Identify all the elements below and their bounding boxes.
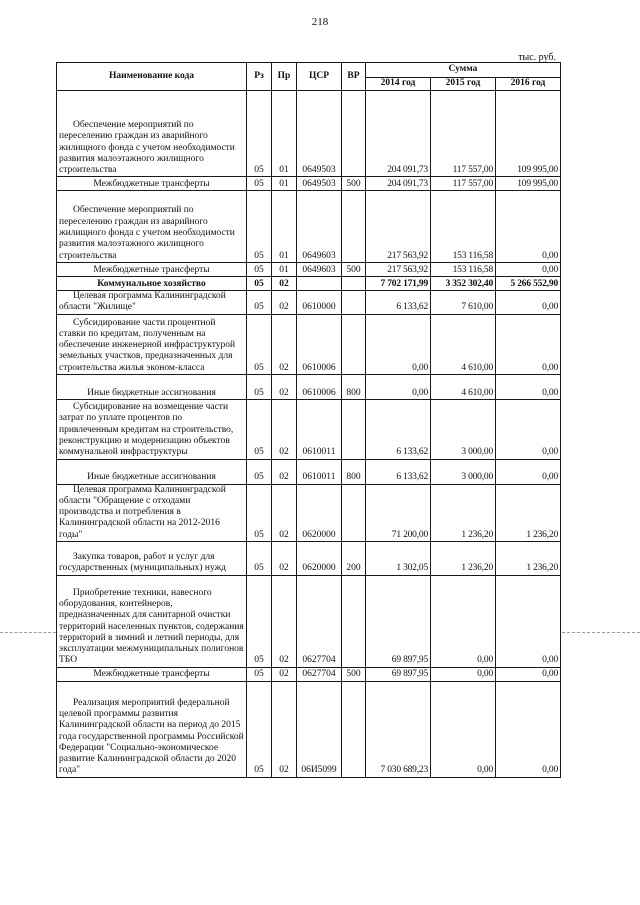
- row-vr: 800: [342, 459, 366, 484]
- row-sum-2016: 0,00: [496, 375, 561, 400]
- row-pr: 01: [272, 177, 297, 191]
- row-sum-2015: 4 610,00: [431, 375, 496, 400]
- row-name: Межбюджетные трансферты: [57, 667, 247, 681]
- budget-table: [56, 62, 561, 778]
- row-name: Иные бюджетные ассигнования: [57, 375, 247, 400]
- table-row: [57, 375, 561, 400]
- row-vr: [342, 191, 366, 262]
- row-sum-2015: 3 000,00: [431, 459, 496, 484]
- row-sum-2015: 4 610,00: [431, 314, 496, 374]
- row-vr: 500: [342, 667, 366, 681]
- table-row: [57, 484, 561, 541]
- table-row: [57, 91, 561, 177]
- row-sum-2014: 6 133,62: [366, 290, 431, 314]
- row-name: Обеспечение мероприятий по переселению граждан из аварийного жилищного фонда с учетом необходимости развития малоэтажного жилищного строительства: [57, 191, 247, 262]
- row-vr: [342, 290, 366, 314]
- table-row: [57, 400, 561, 459]
- row-name: Иные бюджетные ассигнования: [57, 459, 247, 484]
- row-sum-2016: 0,00: [496, 575, 561, 667]
- col-header-vr: ВР: [342, 63, 366, 91]
- row-rz: 05: [247, 484, 272, 541]
- row-csr: 0610011: [297, 400, 342, 459]
- table-row: [57, 542, 561, 576]
- row-csr: 0649503: [297, 91, 342, 177]
- row-pr: 01: [272, 91, 297, 177]
- table-row: [57, 290, 561, 314]
- table-row: [57, 314, 561, 374]
- row-vr: [342, 681, 366, 777]
- row-name: Закупка товаров, работ и услуг для государственных (муниципальных) нужд: [57, 542, 247, 576]
- table-row: [57, 681, 561, 777]
- row-sum-2015: 1 236,20: [431, 484, 496, 541]
- col-header-2016: 2016 год: [496, 78, 561, 91]
- row-rz: 05: [247, 375, 272, 400]
- scan-edge-mark: [562, 632, 640, 633]
- row-sum-2016: 5 266 552,90: [496, 276, 561, 290]
- row-name: Межбюджетные трансферты: [57, 177, 247, 191]
- row-sum-2014: 1 302,05: [366, 542, 431, 576]
- row-csr: 0610011: [297, 459, 342, 484]
- row-sum-2015: 117 557,00: [431, 177, 496, 191]
- row-name: Субсидирование на возмещение части затрат по уплате процентов по привлеченным кредитам на строительство, реконструкцию и модернизацию объектов коммунальной инфраструктуры: [57, 400, 247, 459]
- row-rz: 05: [247, 177, 272, 191]
- row-vr: [342, 400, 366, 459]
- row-sum-2014: 0,00: [366, 314, 431, 374]
- row-rz: 05: [247, 542, 272, 576]
- row-rz: 05: [247, 276, 272, 290]
- table-row: [57, 262, 561, 276]
- row-name: Коммунальное хозяйство: [57, 276, 247, 290]
- row-rz: 05: [247, 91, 272, 177]
- table-row: [57, 667, 561, 681]
- row-rz: 05: [247, 681, 272, 777]
- row-sum-2015: 117 557,00: [431, 91, 496, 177]
- row-pr: 02: [272, 290, 297, 314]
- page-number: 218: [311, 16, 329, 28]
- row-pr: 02: [272, 542, 297, 576]
- col-header-pr: Пр: [272, 63, 297, 91]
- row-sum-2015: 153 116,58: [431, 262, 496, 276]
- row-name: Целевая программа Калининградской области "Жилище": [57, 290, 247, 314]
- row-sum-2016: 0,00: [496, 314, 561, 374]
- row-sum-2016: 0,00: [496, 459, 561, 484]
- row-sum-2014: 71 200,00: [366, 484, 431, 541]
- row-name: Межбюджетные трансферты: [57, 262, 247, 276]
- row-pr: 02: [272, 314, 297, 374]
- row-rz: 05: [247, 262, 272, 276]
- row-vr: 500: [342, 177, 366, 191]
- row-pr: 02: [272, 484, 297, 541]
- row-csr: [297, 276, 342, 290]
- row-csr: 06И5099: [297, 681, 342, 777]
- col-header-sum: Сумма: [366, 63, 561, 78]
- row-sum-2015: 153 116,58: [431, 191, 496, 262]
- row-sum-2015: 3 352 302,40: [431, 276, 496, 290]
- row-csr: 0649503: [297, 177, 342, 191]
- row-sum-2014: 6 133,62: [366, 459, 431, 484]
- row-rz: 05: [247, 400, 272, 459]
- row-sum-2014: 217 563,92: [366, 191, 431, 262]
- table-row: [57, 177, 561, 191]
- row-rz: 05: [247, 459, 272, 484]
- row-csr: 0627704: [297, 575, 342, 667]
- row-pr: 01: [272, 191, 297, 262]
- table-row: [57, 276, 561, 290]
- row-sum-2014: 7 702 171,99: [366, 276, 431, 290]
- row-sum-2015: 0,00: [431, 575, 496, 667]
- row-vr: [342, 314, 366, 374]
- row-csr: 0620000: [297, 484, 342, 541]
- row-sum-2015: 3 000,00: [431, 400, 496, 459]
- row-sum-2015: 7 610,00: [431, 290, 496, 314]
- row-vr: 200: [342, 542, 366, 576]
- row-pr: 02: [272, 667, 297, 681]
- row-name: Обеспечение мероприятий по переселению граждан из аварийного жилищного фонда с учетом необходимости развития малоэтажного жилищного строительства: [57, 91, 247, 177]
- row-rz: 05: [247, 290, 272, 314]
- row-sum-2014: 217 563,92: [366, 262, 431, 276]
- row-vr: [342, 276, 366, 290]
- row-pr: 02: [272, 276, 297, 290]
- row-csr: 0610006: [297, 375, 342, 400]
- row-pr: 02: [272, 400, 297, 459]
- row-sum-2016: 1 236,20: [496, 484, 561, 541]
- row-vr: 500: [342, 262, 366, 276]
- row-pr: 01: [272, 262, 297, 276]
- row-sum-2014: 69 897,95: [366, 667, 431, 681]
- row-name: Приобретение техники, навесного оборудования, контейнеров, предназначенных для санитарной очистки территорий населенных пунктов, содержания территорий в зимний и летний периоды, для эксплуатации межмуниципальных полигонов ТБО: [57, 575, 247, 667]
- row-sum-2016: 109 995,00: [496, 91, 561, 177]
- col-header-csr: ЦСР: [297, 63, 342, 91]
- row-rz: 05: [247, 667, 272, 681]
- row-sum-2016: 1 236,20: [496, 542, 561, 576]
- row-pr: 02: [272, 375, 297, 400]
- row-vr: [342, 575, 366, 667]
- row-sum-2014: 7 030 689,23: [366, 681, 431, 777]
- col-header-2014: 2014 год: [366, 78, 431, 91]
- col-header-2015: 2015 год: [431, 78, 496, 91]
- row-pr: 02: [272, 681, 297, 777]
- row-sum-2016: 0,00: [496, 262, 561, 276]
- row-sum-2016: 0,00: [496, 681, 561, 777]
- row-sum-2015: 0,00: [431, 681, 496, 777]
- table-row: [57, 459, 561, 484]
- table-row: [57, 575, 561, 667]
- row-sum-2016: 109 995,00: [496, 177, 561, 191]
- row-sum-2016: 0,00: [496, 667, 561, 681]
- row-pr: 02: [272, 459, 297, 484]
- col-header-name: Наименование кода: [57, 63, 247, 91]
- row-name: Целевая программа Калининградской области "Обращение с отходами производства и потребления в Калининградской области на 2012-2016 годы": [57, 484, 247, 541]
- row-sum-2014: 204 091,73: [366, 177, 431, 191]
- row-rz: 05: [247, 314, 272, 374]
- table-header: [57, 63, 561, 91]
- scan-edge-mark: [0, 632, 56, 633]
- row-sum-2014: 6 133,62: [366, 400, 431, 459]
- row-csr: 0610000: [297, 290, 342, 314]
- row-sum-2014: 204 091,73: [366, 91, 431, 177]
- row-rz: 05: [247, 575, 272, 667]
- row-name: Реализация мероприятий федеральной целевой программы развития Калининградской области на период до 2015 года государственной программы Российской Федерации "Социально-экономическое развитие Калининградской области до 2020 года": [57, 681, 247, 777]
- row-sum-2014: 0,00: [366, 375, 431, 400]
- row-csr: 0620000: [297, 542, 342, 576]
- row-vr: [342, 91, 366, 177]
- row-name: Субсидирование части процентной ставки по кредитам, полученным на обеспечение инженерной инфраструктурой земельных участков, предназначенных для строительства жилья эконом-класса: [57, 314, 247, 374]
- row-sum-2015: 1 236,20: [431, 542, 496, 576]
- row-csr: 0610006: [297, 314, 342, 374]
- row-pr: 02: [272, 575, 297, 667]
- row-sum-2016: 0,00: [496, 290, 561, 314]
- col-header-rz: Рз: [247, 63, 272, 91]
- row-vr: 800: [342, 375, 366, 400]
- row-sum-2015: 0,00: [431, 667, 496, 681]
- row-sum-2016: 0,00: [496, 400, 561, 459]
- row-sum-2014: 69 897,95: [366, 575, 431, 667]
- row-sum-2016: 0,00: [496, 191, 561, 262]
- table-row: [57, 191, 561, 262]
- row-rz: 05: [247, 191, 272, 262]
- row-vr: [342, 484, 366, 541]
- row-csr: 0627704: [297, 667, 342, 681]
- units-label: тыс. руб.: [518, 52, 556, 63]
- row-csr: 0649603: [297, 191, 342, 262]
- row-csr: 0649603: [297, 262, 342, 276]
